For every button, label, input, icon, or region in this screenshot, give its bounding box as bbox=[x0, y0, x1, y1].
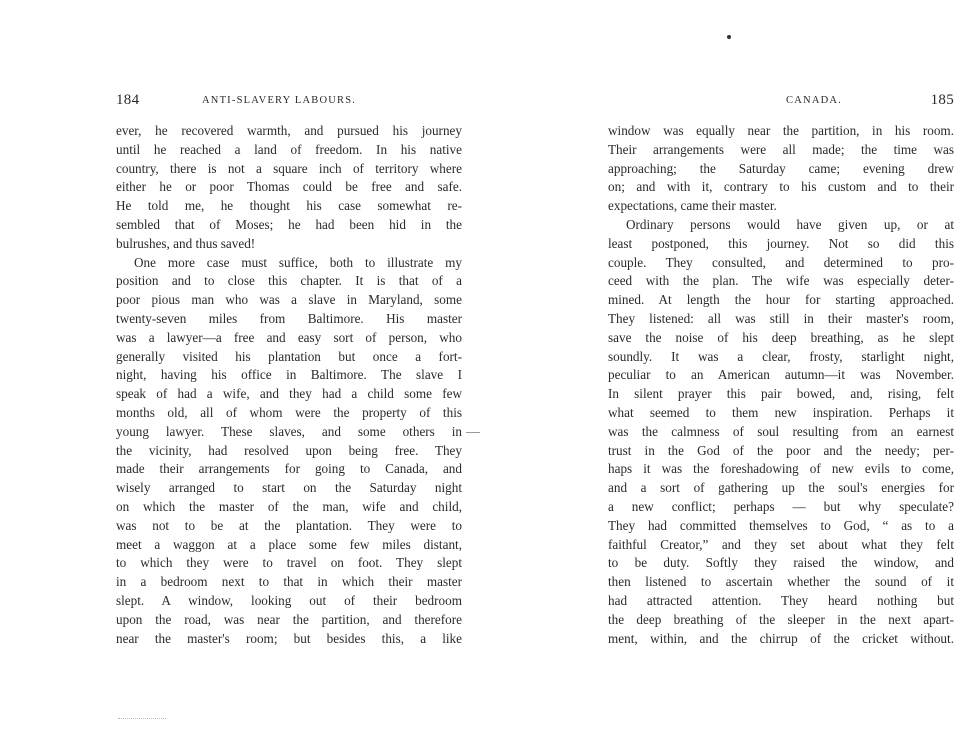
left-page bbox=[116, 92, 462, 648]
text-line: was not to be at the plantation. They were to bbox=[116, 517, 462, 533]
text-line: ever, he recovered warmth, and pursued his journey bbox=[116, 123, 462, 138]
text-line: was a lawyer—a free and easy sort of person, who bbox=[116, 329, 462, 345]
text-line: bulrushes, and thus saved! bbox=[116, 235, 256, 251]
text-line: had attracted attention. They heard nothing but bbox=[608, 592, 954, 608]
body-text bbox=[116, 122, 462, 648]
text-line: generally visited his plantation but once a fort- bbox=[116, 348, 462, 364]
text-line: Their arrangements were all made; the time was bbox=[608, 141, 954, 157]
text-line: slept. A window, looking out of their bedroom bbox=[116, 592, 462, 608]
text-line: They had committed themselves to God, “ as to a bbox=[608, 517, 954, 533]
text-line: and a sort of gathering up the soul's energies for bbox=[608, 480, 954, 496]
page-number: 185 bbox=[930, 92, 954, 108]
text-line: wisely arranged to start on the Saturday night bbox=[116, 480, 462, 496]
text-line: made their arrangements for going to Canada, and bbox=[116, 461, 462, 477]
text-line: ceed with the plan. The wife was especially deter- bbox=[608, 273, 954, 289]
text-line: a new conflict; perhaps — but why speculate? bbox=[608, 498, 954, 514]
text-line: peculiar to an American autumn—it was November. bbox=[608, 367, 954, 383]
text-line: least postponed, this journey. Not so did this bbox=[608, 235, 954, 251]
text-line: then listened to ascertain whether the sound of it bbox=[608, 574, 954, 590]
ink-speck bbox=[727, 35, 731, 39]
body-text bbox=[608, 122, 954, 648]
text-line: meet a waggon at a place some few miles distant, bbox=[116, 536, 462, 552]
running-title: ANTI-SLAVERY LABOURS. bbox=[202, 95, 357, 106]
text-line: He told me, he thought his case somewhat re- bbox=[116, 198, 462, 214]
text-line: faithful Creator,” and they set about what they felt bbox=[608, 536, 954, 552]
page-number: 184 bbox=[116, 92, 140, 108]
text-line: They listened: all was still in their master's room, bbox=[608, 310, 954, 326]
right-page bbox=[608, 92, 954, 648]
text-line: expectations, came their master. bbox=[608, 198, 777, 214]
text-line: Ordinary persons would have given up, or at bbox=[626, 216, 954, 232]
text-line: window was equally near the partition, in his room. bbox=[608, 123, 954, 138]
running-title: CANADA. bbox=[786, 95, 842, 106]
text-line: save the noise of his deep breathing, as he slept bbox=[608, 329, 954, 345]
text-line: months old, all of whom were the property of this bbox=[116, 404, 462, 420]
text-line: to which they were to travel on foot. They slept bbox=[116, 555, 462, 571]
text-line: sembled that of Moses; he had been hid in the bbox=[116, 216, 462, 232]
bottom-trace bbox=[118, 718, 166, 720]
text-line: what seemed to them new inspiration. Perhaps it bbox=[608, 404, 954, 420]
text-line: soundly. It was a clear, frosty, starlight night, bbox=[608, 348, 954, 364]
text-line: until he reached a land of freedom. In his native bbox=[116, 141, 462, 157]
text-line: One more case must suffice, both to illustrate my bbox=[134, 254, 462, 270]
text-line: the deep breathing of the sleeper in the next apart- bbox=[608, 611, 954, 627]
text-line: upon the road, was near the partition, and therefore bbox=[116, 611, 462, 627]
text-line: mined. At length the hour for starting approached. bbox=[608, 292, 954, 308]
text-line: on; and with it, contrary to his custom and to their bbox=[608, 179, 954, 195]
running-head bbox=[608, 92, 954, 110]
text-line: trust in the God of the poor and the needy; per- bbox=[608, 442, 954, 458]
text-line: to be duty. Softly they raised the window, and bbox=[608, 555, 954, 571]
text-line: near the master's room; but besides this, a like bbox=[116, 630, 462, 646]
text-line: young lawyer. These slaves, and some others in bbox=[116, 423, 462, 439]
text-line: night, having his office in Baltimore. The slave I bbox=[116, 367, 462, 383]
text-line: approaching; the Saturday came; evening drew bbox=[608, 160, 954, 176]
text-line: position and to close this chapter. It is that of a bbox=[116, 273, 462, 289]
text-line: either he or poor Thomas could be free and safe. bbox=[116, 179, 462, 195]
text-line: country, there is not a square inch of territory where bbox=[116, 160, 462, 176]
text-line: on which the master of the man, wife and child, bbox=[116, 498, 462, 514]
text-line: In silent prayer this pair bowed, and, rising, felt bbox=[608, 386, 954, 402]
text-line: couple. They consulted, and determined to pro- bbox=[608, 254, 954, 270]
running-head bbox=[116, 92, 462, 110]
gutter-mark bbox=[466, 432, 480, 433]
text-line: poor pious man who was a slave in Maryland, some bbox=[116, 292, 462, 308]
text-line: ment, within, and the chirrup of the cricket without. bbox=[608, 630, 954, 646]
text-line: speak of had a wife, and they had a child some few bbox=[116, 386, 462, 402]
text-line: twenty-seven miles from Baltimore. His master bbox=[116, 310, 462, 326]
text-line: in a bedroom next to that in which their master bbox=[116, 574, 462, 590]
text-line: haps it was the foreshadowing of new evils to come, bbox=[608, 461, 954, 477]
text-line: the vicinity, had resolved upon being free. They bbox=[116, 442, 462, 458]
text-line: was the calmness of soul resulting from an earnest bbox=[608, 423, 954, 439]
